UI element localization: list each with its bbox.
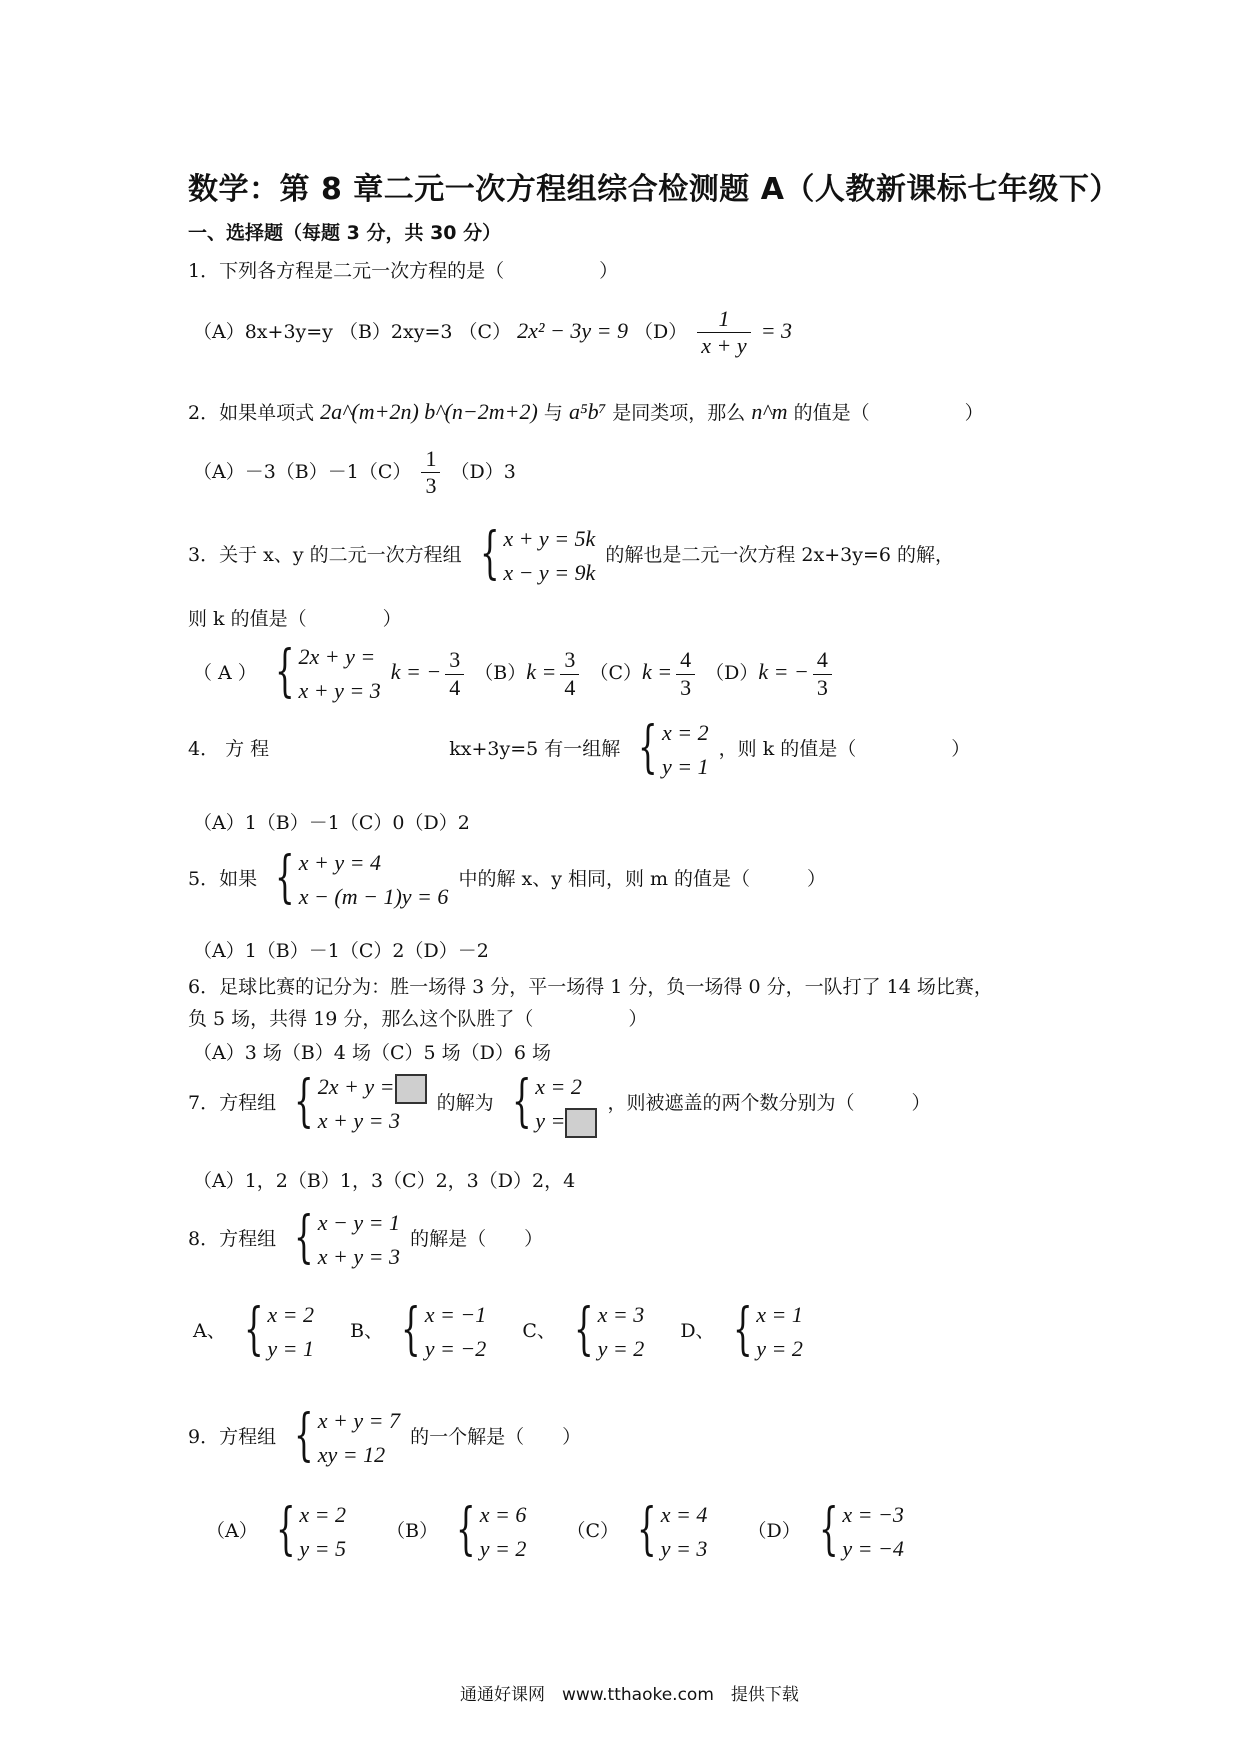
equation: x = 2 <box>299 1502 347 1527</box>
q3-option-d-fraction <box>813 647 832 701</box>
q1-option-d-rhs: = 3 <box>760 317 793 343</box>
q7-text: ，则被遮盖的两个数分别为（ ） <box>607 1092 931 1114</box>
equation: x = 6 <box>479 1502 527 1527</box>
q2-text: 2．如果单项式 <box>188 402 315 424</box>
q3-option-c-math: k = <box>641 659 673 684</box>
q9-text: 的一个解是（ ） <box>410 1426 582 1448</box>
brace-icon: { <box>573 1297 594 1362</box>
question-8-options <box>193 1298 807 1366</box>
q7-text: 的解为 <box>436 1092 494 1114</box>
equation: x + y = 5k <box>503 526 596 551</box>
q3-option-c-label: （C） <box>589 662 642 684</box>
brace-icon: { <box>274 639 295 704</box>
equation: y = 3 <box>660 1536 708 1561</box>
q8-option-c-system <box>566 1298 644 1366</box>
q9-text: 9．方程组 <box>188 1426 277 1448</box>
denominator: 3 <box>425 473 437 499</box>
q2-text: 是同类项，那么 <box>612 402 746 424</box>
question-8-stem <box>188 1206 543 1274</box>
section-heading: 一、选择题（每题 3 分，共 30 分） <box>188 222 502 244</box>
numerator: 1 <box>697 306 750 333</box>
q2-options-a-c: （A）－3（B）－1（C） <box>193 460 412 483</box>
q3-text: 的解也是二元一次方程 2x+3y=6 的解， <box>605 544 954 566</box>
equation: x + y = 3 <box>298 678 381 703</box>
equation: x = 3 <box>597 1302 645 1327</box>
equation: y = 1 <box>267 1336 315 1361</box>
equation: x = 1 <box>756 1302 803 1327</box>
q3-option-a-math: k = − <box>390 659 442 684</box>
question-6-options: （A）3 场（B）4 场（C）5 场（D）6 场 <box>193 1042 551 1064</box>
equation: x = 2 <box>535 1074 582 1099</box>
question-1-options <box>193 306 792 360</box>
q8-option-d-system <box>725 1298 803 1366</box>
brace-icon: { <box>479 521 500 586</box>
q9-option-b-label: （B） <box>386 1520 439 1542</box>
q8-option-a-label: A、 <box>193 1320 226 1342</box>
download-footer: 通通好课网 www.tthaoke.com 提供下载 <box>460 1685 799 1705</box>
equation: y = 5 <box>299 1536 347 1561</box>
denominator: 4 <box>564 674 576 700</box>
q1-option-d-fraction <box>697 306 750 360</box>
question-6-line-2: 负 5 场，共得 19 分，那么这个队胜了（ ） <box>188 1008 648 1030</box>
q3-option-d-label: （D） <box>705 662 759 684</box>
equation: x − y = 1 <box>317 1210 401 1235</box>
q4-solution-system <box>630 716 708 784</box>
q9-option-d-label: （D） <box>747 1520 801 1542</box>
denominator: 3 <box>680 674 692 700</box>
q9-option-a-system <box>268 1498 346 1566</box>
q1-option-c-math: 2x² − 3y = 9 <box>517 317 628 343</box>
q3-option-c-fraction <box>676 647 695 701</box>
q2-option-d: （D）3 <box>450 460 516 483</box>
q3-equation-system <box>472 522 596 590</box>
question-4-options: （A）1（B）－1（C）0（D）2 <box>193 812 470 834</box>
question-6-line-1: 6．足球比赛的记分为：胜一场得 3 分，平一场得 1 分，负一场得 0 分，一队打了 14 场比赛， <box>188 976 993 998</box>
question-5-stem <box>188 846 826 914</box>
equation: x = 4 <box>660 1502 708 1527</box>
q3-option-b-math: k = <box>526 659 557 684</box>
brace-icon: { <box>401 1297 421 1362</box>
denominator: x + y <box>701 333 747 359</box>
covered-number-box <box>395 1074 427 1104</box>
equation: x − y = 9k <box>503 560 596 585</box>
q8-equation-system <box>286 1206 400 1274</box>
equation: x + y = 4 <box>298 850 382 875</box>
brace-icon: { <box>294 1403 314 1468</box>
q3-stray-system <box>267 640 381 708</box>
q3-option-d-math: k = − <box>758 659 809 684</box>
equation: x + y = 3 <box>317 1108 401 1133</box>
q8-option-c-label: C、 <box>522 1320 556 1342</box>
q2-power: n^m <box>751 399 788 424</box>
page-title: 数学：第 8 章二元一次方程组综合检测题 A（人教新课标七年级下） <box>188 172 1120 207</box>
q4-text: ，则 k 的值是（ ） <box>718 738 971 760</box>
q7-text: 7．方程组 <box>188 1092 277 1114</box>
equation: x + y = 3 <box>317 1244 401 1269</box>
q9-option-c-system <box>629 1498 707 1566</box>
denominator: 3 <box>816 674 828 700</box>
denominator: 4 <box>449 674 461 700</box>
q3-option-a-label: （ A ） <box>193 662 257 684</box>
equation: y = 1 <box>661 754 709 779</box>
equation: y = 2 <box>597 1336 645 1361</box>
q8-text: 的解是（ ） <box>410 1228 544 1250</box>
brace-icon: { <box>243 1297 264 1362</box>
equation: y = 2 <box>479 1536 527 1561</box>
equation: x = −3 <box>842 1502 904 1527</box>
q2-monomial-1: 2a^(m+2n) b^(n−2m+2) <box>320 399 538 424</box>
q9-option-b-system <box>448 1498 526 1566</box>
brace-icon: { <box>511 1069 532 1134</box>
equation: x + y = 7 <box>317 1408 401 1433</box>
q8-option-d-label: D、 <box>680 1320 715 1342</box>
numerator: 4 <box>813 647 832 674</box>
question-2-stem <box>188 398 984 425</box>
q1-option-c-label: （C） <box>458 320 512 343</box>
q9-option-d-system <box>811 1498 904 1566</box>
q5-equation-system <box>267 846 448 914</box>
q7-solution-system <box>504 1070 598 1138</box>
q8-option-a-system <box>236 1298 314 1366</box>
brace-icon: { <box>637 1497 657 1562</box>
question-1-stem: 1．下列各方程是二元一次方程的是（ ） <box>188 260 619 282</box>
q4-text: kx+3y=5 有一组解 <box>449 738 621 760</box>
question-3-line-2: 则 k 的值是（ ） <box>188 608 402 630</box>
numerator: 3 <box>560 647 579 674</box>
question-7-stem <box>188 1070 930 1138</box>
equation: y = 2 <box>756 1336 803 1361</box>
question-5-options: （A）1（B）－1（C）2（D）－2 <box>193 940 489 962</box>
covered-number-box <box>565 1108 597 1138</box>
q1-option-b: （B）2xy=3 <box>338 320 453 343</box>
q4-text: 4． 方 程 <box>188 738 270 760</box>
q2-text: 的值是（ ） <box>793 402 984 424</box>
brace-icon: { <box>456 1497 476 1562</box>
equation: x = 2 <box>661 720 709 745</box>
q9-option-a-label: （A） <box>206 1520 258 1542</box>
brace-icon: { <box>294 1205 314 1270</box>
question-3-options <box>193 640 836 708</box>
equation: xy = 12 <box>317 1442 386 1467</box>
q3-option-a-fraction <box>445 647 464 701</box>
brace-icon: { <box>732 1297 753 1362</box>
brace-icon: { <box>294 1069 314 1134</box>
q7-equation-system <box>286 1070 426 1138</box>
q2-monomial-2: a⁵b⁷ <box>568 399 607 424</box>
q1-option-d-label: （D） <box>634 320 688 343</box>
q9-option-c-label: （C） <box>566 1520 620 1542</box>
numerator: 4 <box>676 647 695 674</box>
equation: y = −4 <box>842 1536 904 1561</box>
q3-option-b-label: （B） <box>474 662 527 684</box>
q5-text: 中的解 x、y 相同，则 m 的值是（ ） <box>458 868 827 890</box>
equation: y = <box>535 1108 566 1133</box>
equation: x − (m − 1)y = 6 <box>298 884 449 909</box>
q2-text: 与 <box>543 402 563 424</box>
question-7-options: （A）1，2（B）1，3（C）2，3（D）2，4 <box>193 1170 576 1192</box>
equation: x = −1 <box>424 1302 487 1327</box>
q8-option-b-system <box>393 1298 486 1366</box>
q9-equation-system <box>286 1404 400 1472</box>
q8-option-b-label: B、 <box>350 1320 384 1342</box>
numerator: 1 <box>421 446 440 473</box>
question-9-stem <box>188 1404 581 1472</box>
brace-icon: { <box>818 1497 839 1562</box>
question-3-stem <box>188 522 954 590</box>
equation: x = 2 <box>267 1302 315 1327</box>
q2-option-c-fraction <box>421 446 440 500</box>
question-2-options <box>193 446 516 500</box>
brace-icon: { <box>275 1497 296 1562</box>
equation: 2x + y = <box>317 1074 395 1099</box>
question-9-options <box>206 1498 908 1566</box>
q8-text: 8．方程组 <box>188 1228 277 1250</box>
equation: y = −2 <box>424 1336 487 1361</box>
question-4-stem <box>188 716 970 784</box>
numerator: 3 <box>445 647 464 674</box>
q1-option-a: （A）8x+3y=y <box>193 320 333 343</box>
q3-text: 3．关于 x、y 的二元一次方程组 <box>188 544 462 566</box>
brace-icon: { <box>275 845 295 910</box>
q3-option-b-fraction <box>560 647 579 701</box>
equation: 2x + y = <box>298 644 376 669</box>
brace-icon: { <box>638 715 658 780</box>
q5-text: 5．如果 <box>188 868 258 890</box>
